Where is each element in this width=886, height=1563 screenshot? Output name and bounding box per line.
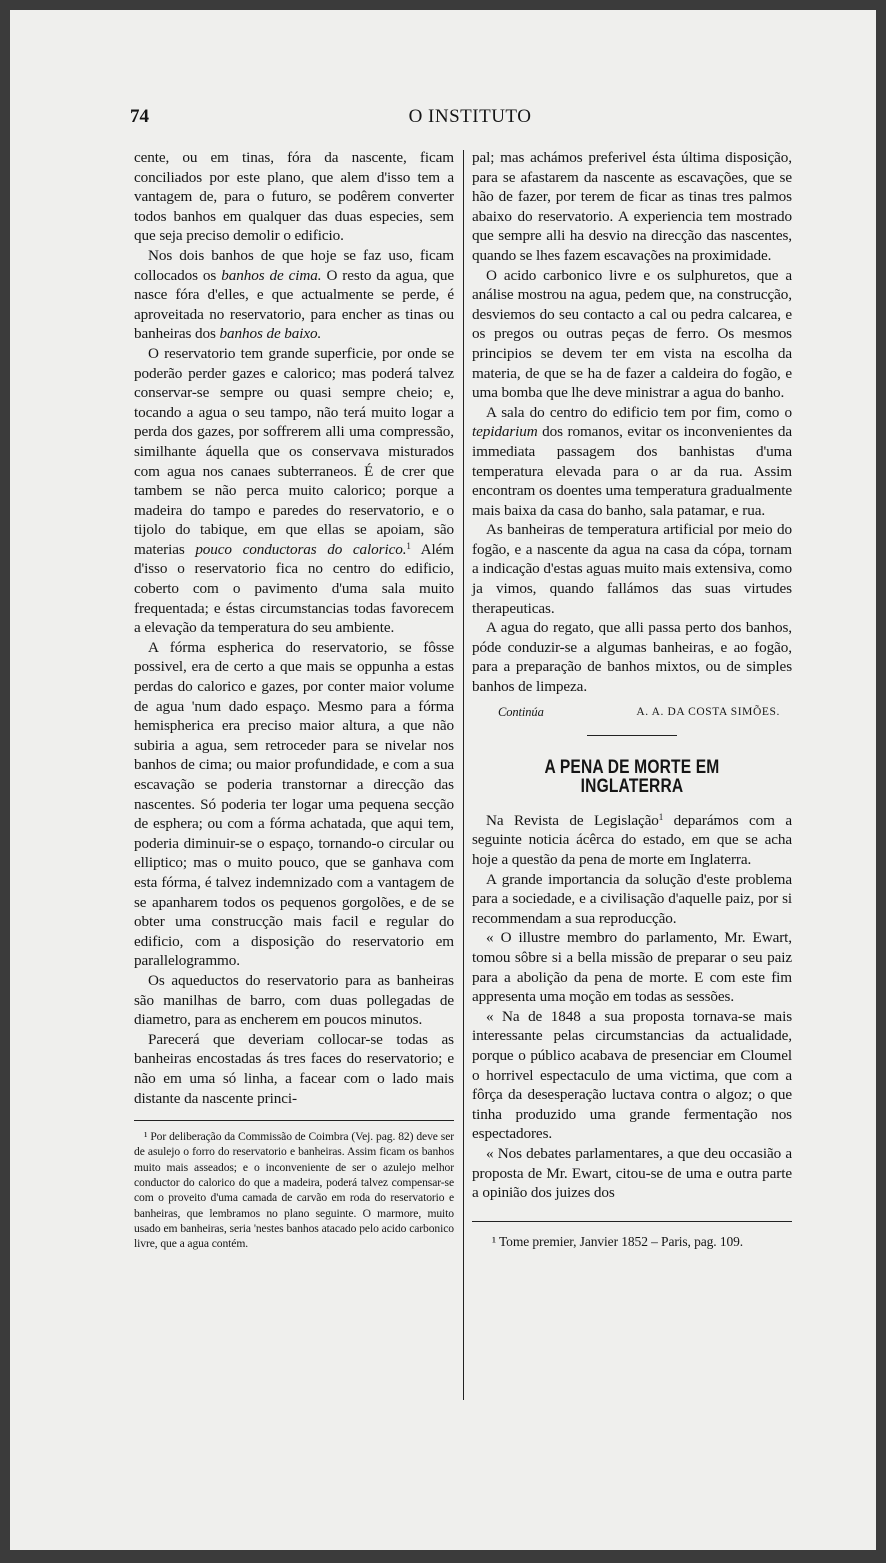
footnote-divider — [134, 1120, 454, 1121]
page-number: 74 — [130, 106, 149, 127]
page-header — [130, 106, 810, 136]
paragraph: « Nos debates parlamentares, a que deu occasião a proposta de Mr. Ewart, citou-se de uma e outra parte a opinião dos juizes dos — [472, 1144, 792, 1202]
paragraph: A sala do centro do edificio tem por fim, como o tepidarium dos romanos, evitar os inconvenientes da immediata passagem dos banhistas d'uma temperatura elevada para o ar da rua. Assim encontram os doentes uma temperatura gradualmente mais baixa da casa do banho, sala patamar, e rua. — [472, 403, 792, 519]
article-author: A. A. DA COSTA SIMÕES. — [636, 705, 780, 718]
paragraph: Na Revista de Legislação$^1$ deparámos com a seguinte noticia ácêrca do estado, em que se acha hoje a questão da pena de morte em Inglaterra. — [472, 811, 792, 868]
footnote: ¹ Por deliberação da Commissão de Coimbra (Vej. pag. 82) deve ser de asulejo o forro do reservatorio e banheiras. Assim ficam os banhos muito mais asseados; e o inconveniente de ser o azulejo melhor conductor do calorico do que a madeira, poderá talvez compensar-se com o proveito d'uma camada de carvão em roda do reservatorio e banheiras, que lembramos no plano seguinte. O marmore, muito usado em banheiras, seria 'nestes banhos atacado pelo acido carbonico livre, que a agua contém. — [134, 1130, 454, 1251]
paragraph: Os aqueductos do reservatorio para as banheiras são manilhas de barro, com duas pollegadas de diametro, para as encherem em poucos minutos. — [134, 971, 454, 1029]
continuation-line — [472, 701, 792, 723]
paragraph: As banheiras de temperatura artificial por meio do fogão, e a nascente da agua na casa da cópa, tornam a indicação d'estas aguas muito mais extensiva, como ja vimos, quando fallámos das suas virtudes therapeuticas. — [472, 521, 792, 617]
article-title: A PENA DE MORTE EM INGLATERRA — [544, 756, 720, 798]
journal-title: O INSTITUTO — [408, 106, 532, 127]
paragraph: pal; mas achámos preferivel ésta última disposição, para se afastarem da nascente as escavações, que se hão de fazer, por terem de ficar as tinas tres palmos abaixo do reservatorio. A experiencia tem mostrado que sempre alli ha desvio na direcção das nascentes, quando se lhes fazem escavações na proximidade. — [472, 149, 792, 264]
footnote: ¹ Tome premier, Janvier 1852 – Paris, pag. 109. — [492, 1233, 744, 1249]
right-column — [472, 148, 792, 1251]
paragraph: A agua do regato, que alli passa perto dos banhos, póde conduzir-se a algumas banheiras, e ao fogão, para a preparação de banhos mixtos, ou de simples banhos de limpeza. — [472, 619, 792, 696]
paragraph: Nos dois banhos de que hoje se faz uso, ficam collocados os banhos de cima. O resto da agua, que nasce fóra d'elles, e que actualmente se perde, é aproveitada no reservatorio, para encher as tinas ou banheiras dos banhos de baixo. — [134, 246, 454, 343]
left-column — [134, 148, 454, 1251]
footnote-marker[interactable]: 1 — [406, 540, 411, 551]
article-divider — [587, 735, 677, 736]
column-divider — [463, 150, 464, 1400]
paragraph: O acido carbonico livre e os sulphuretos, que a análise mostrou na agua, pedem que, na construcção, desviemos do seu contacto a cal ou pedra calcarea, e os pregos ou outras peças de ferro. Os mesmos principios se devem ter em vista na escolha da materia, de que se ha de fazer a caldeira do fogão, e uma bomba que lhe deve ministrar a agua do banho. — [472, 266, 792, 402]
footnote-divider — [472, 1221, 792, 1222]
continua-label: Continúa — [498, 704, 544, 719]
paragraph: O reservatorio tem grande superficie, por onde se poderão perder gazes e calorico; mas poderá talvez conservar-se sempre ou quasi sempre cheio; e, tocando a agua o seu tampo, não terá muito logar a perda dos gazes, por soffrerem alli uma compressão, similhante áquella que os conservava misturados com agua nos canaes subterraneos. É de crer que tambem se não perca muito calorico; porque a madeira do tampo e paredes do reservatorio, e o tijolo do tabique, em que ellas se apoiam, são materias pouco conductoras do calorico.$^1$ Além d'isso o reservatorio fica no centro do edificio, coberto com o pavimento d'uma sala muito frequentada; e éstas circumstancias todas favorecem a elevação da temperatura do seu ambiente. — [134, 344, 454, 637]
paragraph: A grande importancia da solução d'este problema para a sociedade, e a civilisação d'aquelle paiz, por si recommendam a sua reproducção. — [472, 870, 792, 927]
paragraph: A fórma espherica do reservatorio, se fôsse possivel, era de certo a que mais se oppunha a estas perdas do calorico e gazes, por conter maior volume de agua 'num dado espaço. Mesmo para a fórma hemispherica era preciso maior altura, a que não subiria a agua, sem retroceder para se nivelar nos banhos de cima; ou maior profundidade, e com a sua escavação se poderia transtornar a direcção das nascentes. Só poderia ter logar uma pequena secção de esphera; ou com a fórma achatada, que aqui tem, poderia diminuir-se o espaço, tornando-o circular ou elliptico; mas o muito pouco, que se ganhava com esta fórma, é talvez indemnizado com a vantagem de se apanharem todos os pequenos gorgolões, e de se obter uma construcção mais facil e regular do edificio, com a disposição do reservatorio em parallelogrammo. — [134, 638, 454, 970]
paragraph: Parecerá que deveriam collocar-se todas as banheiras encostadas ás tres faces do reservatorio; e não em uma só linha, a facear com o lado mais distante da nascente princi- — [134, 1030, 454, 1107]
document-page — [10, 10, 876, 1550]
footnote-marker[interactable]: 1 — [658, 811, 664, 822]
paragraph: « Na de 1848 a sua proposta tornava-se mais interessante pelas circumstancias da actualidade, porque o público acabava de presenciar em Cloumel o horrivel espectaculo de uma victima, que com a fôrça da desesperação luctava contra o algoz; o que tinha produzido uma grande fermentação nos espectadores. — [472, 1007, 792, 1143]
paragraph: « O illustre membro do parlamento, Mr. Ewart, tomou sôbre si a bella missão de preparar o seu paiz para a abolição da pena de morte. E com este fim appresenta uma moção em todas as sessões. — [472, 929, 792, 1006]
paragraph: cente, ou em tinas, fóra da nascente, ficam conciliados por este plano, que alem d'isso tem a vantagem de, para o futuro, se podêrem converter todos banhos em qualquer das duas especies, sem que seja preciso demolir o edificio. — [134, 149, 454, 245]
